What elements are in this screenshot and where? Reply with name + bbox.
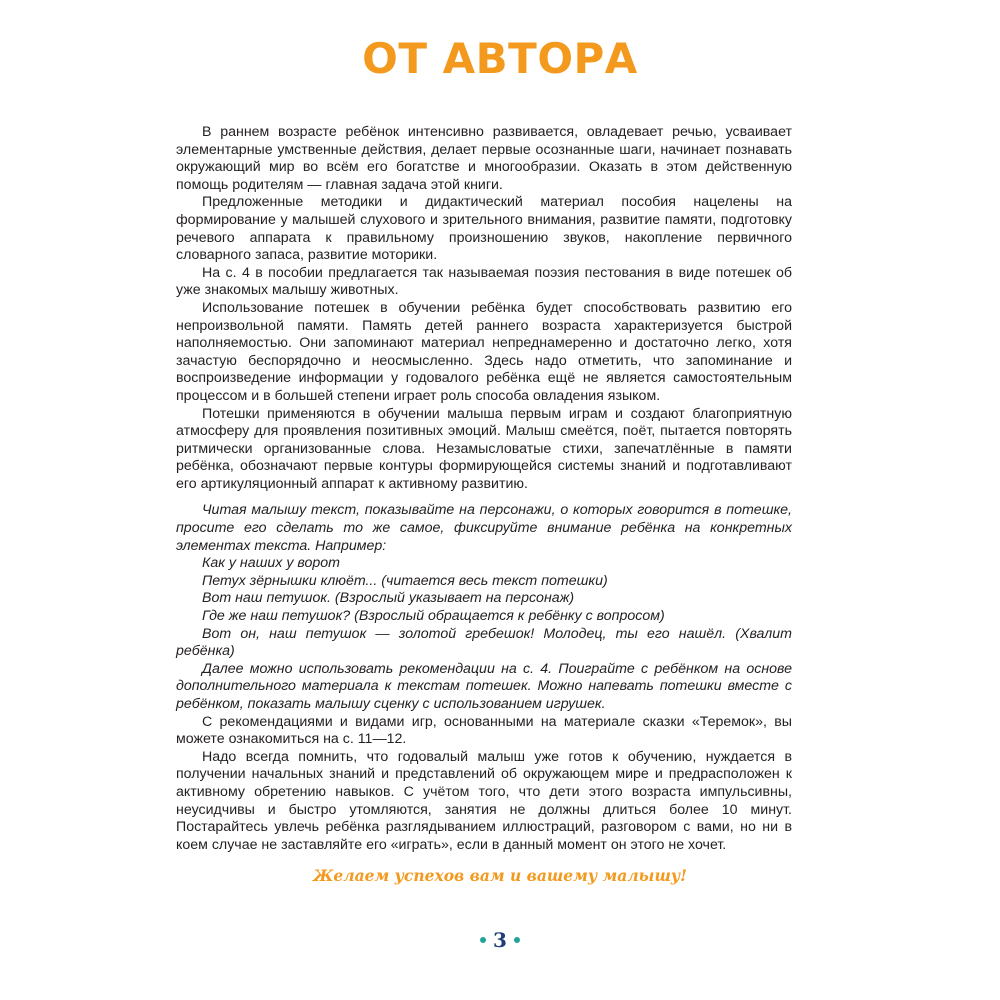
rhyme-line: Вот наш петушок. (Взрослый указывает на персонаж) (202, 590, 575, 607)
closing-wish: Желаем успехов вам и вашему малышу! (313, 866, 687, 885)
italic-paragraph: Читая малышу текст, показывайте на персонажи, о которых говорится в потешке, просите его сделать то же самое, фиксируйте внимание ребёнка на конкретных элементах текста. Например: (176, 502, 792, 554)
rhyme-line: Вот он, наш петушок — золотой гребешок! Молодец, ты его нашёл. (Хвалит ребёнка) (176, 625, 792, 660)
paragraph: Предложенные методики и дидактический материал пособия нацелены на формирование у малышей слухового и зрительного внимания, развитие памяти, подготовку речевого аппарата к правильному произношению звуков, накопление первичного словарного запаса, развитие моторики. (176, 194, 792, 264)
paragraph: Использование потешек в обучении ребёнка будет способствовать развитию его непроизвольной памяти. Память детей раннего возраста характеризуется быстрой наполняемостью. Они запоминают материал непреднамеренно и достаточно легко, хотя зачастую беспорядочно и неосмысленно. Здесь надо отметить, что запоминание и воспроизведение информации у годовалого ребёнка ещё не является самостоятельным процессом и в большей степени играет роль способа овладения языком. (176, 299, 792, 404)
italic-paragraph: Далее можно использовать рекомендации на с. 4. Поиграйте с ребёнком на основе дополнительного материала к текстам потешек. Можно напевать потешки вместе с ребёнком, показать малышу сценку с использованием игрушек. (176, 660, 792, 712)
page-number-block (0, 928, 1000, 952)
page-number: 3 (493, 928, 507, 952)
rhyme-line: Как у наших у ворот (202, 555, 340, 572)
rhyme-line: Где же наш петушок? (Взрослый обращается к ребёнку с вопросом) (202, 608, 665, 625)
rhyme-line: Петух зёрнышки клюёт... (читается весь текст потешки) (202, 572, 608, 589)
page-title: ОТ АВТОРА (362, 34, 638, 83)
dot-icon (514, 937, 520, 943)
paragraph: Надо всегда помнить, что годовалый малыш уже готов к обучению, нуждается в получении начальных знаний и представлений об окружающем мире и предрасположен к активному обретению навыков. С учётом того, что дети этого возраста импульсивны, неусидчивы и быстро утомляются, занятия не должны длиться более 10 минут. Постарайтесь увлечь ребёнка разглядыванием иллюстраций, разговором с вами, но ни в коем случае не заставляйте его «играть», если в данный момент он этого не хочет. (176, 748, 792, 853)
dot-icon (480, 937, 486, 943)
paragraph: На с. 4 в пособии предлагается так называемая поэзия пестования в виде потешек об уже знакомых малышу животных. (176, 264, 792, 299)
paragraph: Потешки применяются в обучении малыша первым играм и создают благоприятную атмосферу для проявления позитивных эмоций. Малыш смеётся, поёт, пытается повторять ритмически организованные слова. Незамысловатые стихи, запечатлённые в памяти ребёнка, обозначают первые контуры формирующейся системы знаний и подготавливают его артикуляционный аппарат к активному развитию. (176, 405, 792, 492)
paragraph: В раннем возрасте ребёнок интенсивно развивается, овладевает речью, усваивает элементарные умственные действия, делает первые осознанные шаги, начинает познавать окружающий мир во всём его богатстве и многообразии. Оказать в этом действенную помощь родителям — главная задача этой книги. (176, 124, 792, 193)
body-text (176, 124, 792, 854)
paragraph: С рекомендациями и видами игр, основанными на материале сказки «Теремок», вы можете ознакомиться на с. 11—12. (176, 713, 792, 748)
